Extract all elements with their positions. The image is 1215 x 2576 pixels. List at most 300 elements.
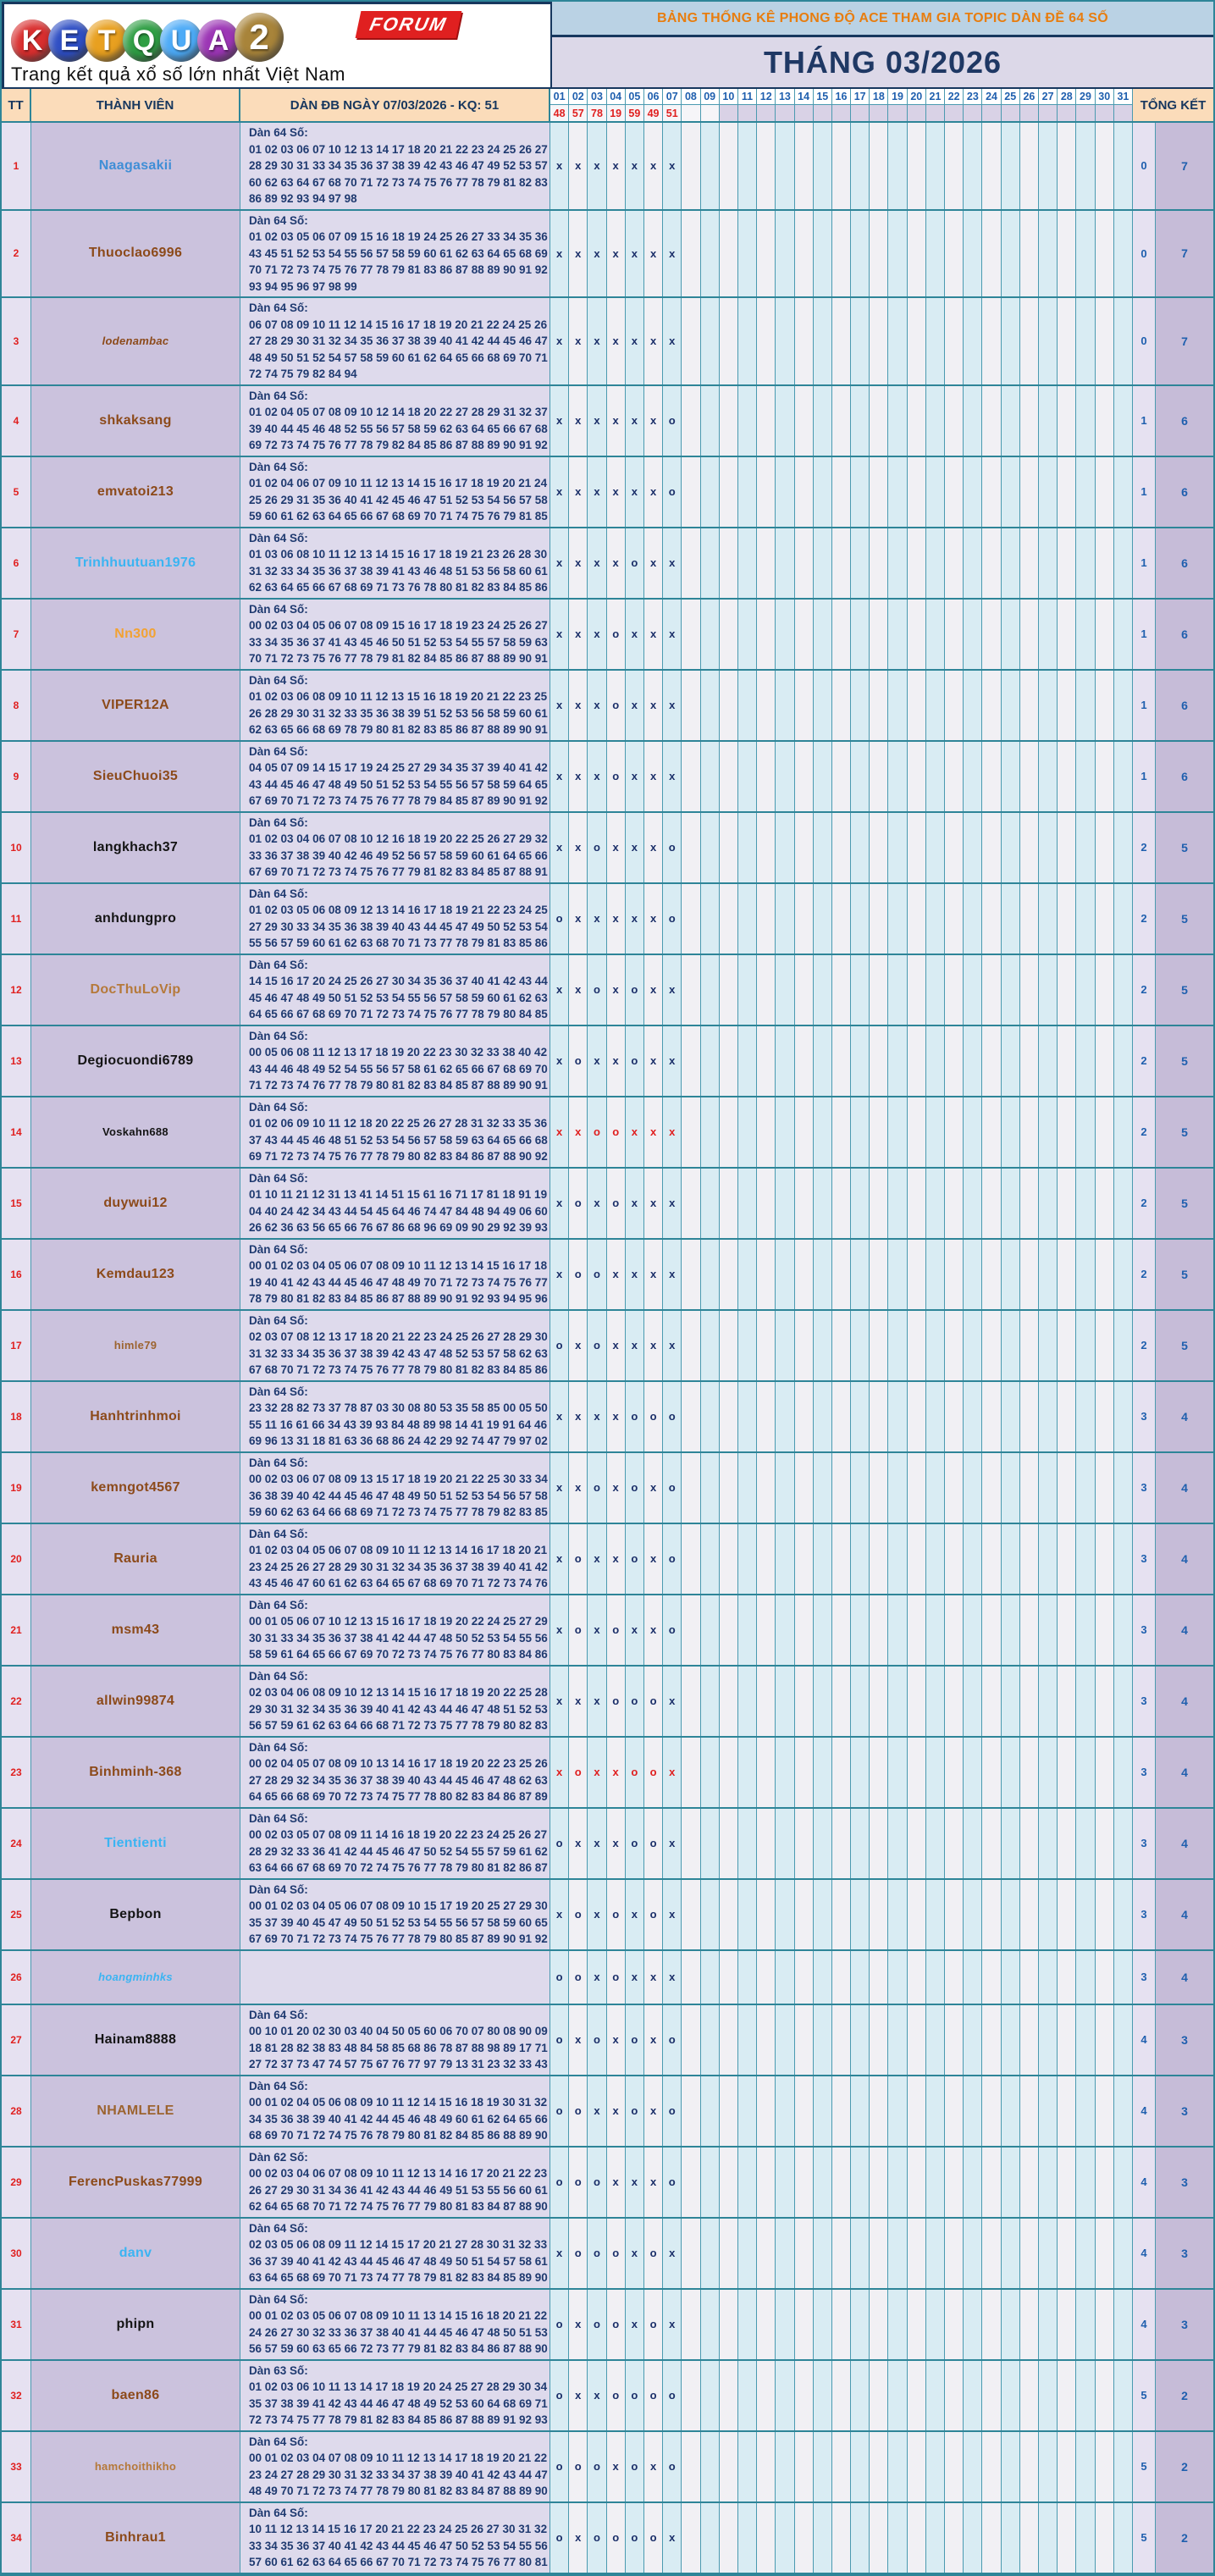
- empty-day-cell: [1096, 955, 1114, 1025]
- mark-cell: x: [607, 1809, 626, 1878]
- total-miss: 4: [1133, 2290, 1156, 2359]
- empty-day-cell: [851, 884, 870, 954]
- empty-day-cell: [720, 386, 738, 456]
- empty-day-cell: [738, 742, 757, 811]
- mark-cell: o: [663, 386, 682, 456]
- mark-cell: x: [607, 298, 626, 384]
- mark-cell: o: [550, 2432, 569, 2501]
- empty-day-cell: [701, 211, 720, 297]
- dan-line: 43 44 46 48 49 52 54 55 56 57 58 61 62 65 66 67 68 69 70: [249, 1062, 548, 1075]
- dan-label: Dàn 63 Số:: [249, 2363, 308, 2377]
- member-name[interactable]: msm43: [111, 1622, 160, 1637]
- row-number: 7: [2, 600, 31, 669]
- empty-day-cell: [908, 742, 926, 811]
- member-name[interactable]: danv: [119, 2245, 152, 2260]
- mark-cell: x: [644, 123, 663, 209]
- empty-day-cell: [682, 2219, 700, 2288]
- day-number: 03: [588, 89, 605, 105]
- day-column-header: [757, 89, 776, 121]
- empty-day-cell: [1058, 2290, 1076, 2359]
- member-name[interactable]: emvatoi213: [97, 484, 174, 499]
- total-miss: 3: [1133, 1738, 1156, 1807]
- empty-day-cell: [720, 211, 738, 297]
- member-name[interactable]: Naagasakii: [98, 158, 173, 173]
- mark-cell: o: [663, 457, 682, 527]
- mark-cell: x: [588, 1951, 606, 2004]
- total-miss: 2: [1133, 1311, 1156, 1380]
- empty-day-cell: [738, 1382, 757, 1451]
- empty-day-cell: [1114, 813, 1133, 882]
- empty-day-cell: [945, 742, 964, 811]
- member-name[interactable]: VIPER12A: [102, 697, 169, 712]
- day-column-header: [795, 89, 814, 121]
- empty-day-cell: [757, 1453, 776, 1523]
- row-number: 23: [2, 1738, 31, 1807]
- empty-day-cell: [870, 742, 888, 811]
- empty-day-cell: [1076, 1169, 1095, 1238]
- empty-day-cell: [908, 1667, 926, 1736]
- mark-cell: o: [588, 1097, 606, 1167]
- empty-day-cell: [832, 1951, 851, 2004]
- dan-line: 27 28 29 30 31 32 34 35 36 37 38 39 40 41 42 44 45 46 47: [249, 334, 548, 347]
- member-cell: [31, 813, 240, 882]
- empty-day-cell: [945, 1453, 964, 1523]
- mark-cell: x: [588, 1382, 606, 1451]
- empty-day-cell: [701, 298, 720, 384]
- empty-day-cell: [1114, 1880, 1133, 1949]
- empty-day-cell: [795, 2432, 814, 2501]
- dan-label: Dàn 64 Số:: [249, 602, 308, 616]
- empty-day-cell: [1039, 1595, 1058, 1665]
- row-number: 6: [2, 528, 31, 598]
- total-win: 3: [1156, 2219, 1213, 2288]
- total-win: 4: [1156, 1738, 1213, 1807]
- empty-day-cell: [982, 1738, 1001, 1807]
- empty-day-cell: [926, 1595, 945, 1665]
- dan-numbers: [240, 671, 550, 740]
- total-win: 3: [1156, 2076, 1213, 2146]
- empty-day-cell: [1002, 2290, 1020, 2359]
- mark-cell: x: [569, 884, 588, 954]
- mark-cell: o: [569, 1026, 588, 1096]
- member-name[interactable]: SieuChuoi35: [92, 768, 179, 783]
- member-name[interactable]: himle79: [113, 1339, 157, 1352]
- table-row: [2, 742, 1213, 813]
- day-number: 10: [720, 89, 737, 105]
- empty-day-cell: [1114, 2148, 1133, 2217]
- row-number: 27: [2, 2005, 31, 2075]
- total-miss: 3: [1133, 1880, 1156, 1949]
- empty-day-cell: [1114, 211, 1133, 297]
- empty-day-cell: [888, 600, 907, 669]
- empty-day-cell: [1002, 1382, 1020, 1451]
- empty-day-cell: [1114, 2290, 1133, 2359]
- row-number: 13: [2, 1026, 31, 1096]
- mark-cell: x: [569, 1097, 588, 1167]
- member-name[interactable]: Rauria: [113, 1551, 157, 1566]
- empty-day-cell: [926, 2219, 945, 2288]
- day-column-header: [550, 89, 569, 121]
- day-column-header: [682, 89, 700, 121]
- empty-day-cell: [795, 457, 814, 527]
- empty-day-cell: [757, 2290, 776, 2359]
- empty-day-cell: [1002, 742, 1020, 811]
- dan-line: 00 10 01 20 02 30 03 40 04 50 05 60 06 70 07 80 08 90 09: [249, 2025, 548, 2037]
- empty-day-cell: [682, 1382, 700, 1451]
- mark-cell: o: [550, 2148, 569, 2217]
- empty-day-cell: [982, 955, 1001, 1025]
- empty-day-cell: [982, 528, 1001, 598]
- dan-numbers: [240, 1026, 550, 1096]
- member-name[interactable]: anhdungpro: [94, 910, 177, 926]
- empty-day-cell: [1020, 2503, 1039, 2573]
- total-miss: 5: [1133, 2361, 1156, 2430]
- empty-day-cell: [888, 528, 907, 598]
- empty-day-cell: [1002, 123, 1020, 209]
- empty-day-cell: [757, 1524, 776, 1594]
- empty-day-cell: [851, 2076, 870, 2146]
- mark-cell: x: [588, 742, 606, 811]
- dan-line: 00 01 02 03 04 07 08 09 10 11 12 13 14 17 18 19 20 21 22: [249, 2452, 548, 2464]
- empty-day-cell: [908, 955, 926, 1025]
- empty-day-cell: [795, 1382, 814, 1451]
- dan-line: 37 43 44 45 46 48 51 52 53 54 56 57 58 59 63 64 65 66 68: [249, 1133, 548, 1147]
- member-name[interactable]: DocThuLoVip: [90, 981, 181, 997]
- member-name[interactable]: Binhrau1: [105, 2529, 166, 2545]
- dan-line: 01 02 03 05 06 07 09 15 16 18 19 24 25 26 27 33 34 35 36: [249, 230, 548, 243]
- empty-day-cell: [795, 671, 814, 740]
- dan-line: 63 64 65 68 69 70 71 73 74 77 78 79 81 82 83 84 85 89 90: [249, 2271, 548, 2284]
- dan-line: 27 72 37 73 47 74 57 75 67 76 77 97 79 13 31 23 32 33 43: [249, 2058, 548, 2070]
- mark-cell: x: [663, 1667, 682, 1736]
- empty-day-cell: [701, 1169, 720, 1238]
- empty-day-cell: [795, 1311, 814, 1380]
- empty-day-cell: [1058, 298, 1076, 384]
- member-name[interactable]: Binhminh-368: [89, 1764, 182, 1779]
- member-name[interactable]: Nn300: [114, 626, 157, 641]
- empty-day-cell: [1076, 2148, 1095, 2217]
- empty-day-cell: [982, 1169, 1001, 1238]
- empty-day-cell: [795, 1026, 814, 1096]
- mark-cell: o: [607, 2219, 626, 2288]
- row-number: 4: [2, 386, 31, 456]
- dan-numbers: [240, 884, 550, 954]
- dan-line: 01 02 03 05 06 08 09 12 13 14 16 17 18 19 21 22 23 24 25: [249, 904, 548, 916]
- dan-line: 14 15 16 17 20 24 25 26 27 30 34 35 36 37 40 41 42 43 44: [249, 975, 548, 987]
- empty-day-cell: [795, 955, 814, 1025]
- mark-cell: o: [626, 955, 644, 1025]
- empty-day-cell: [1039, 1809, 1058, 1878]
- mark-cell: o: [569, 1738, 588, 1807]
- empty-day-cell: [945, 211, 964, 297]
- dan-numbers: [240, 2290, 550, 2359]
- empty-day-cell: [757, 1311, 776, 1380]
- empty-day-cell: [757, 2503, 776, 2573]
- empty-day-cell: [1020, 2219, 1039, 2288]
- mark-cell: o: [626, 2432, 644, 2501]
- empty-day-cell: [832, 2219, 851, 2288]
- member-name[interactable]: Trinhhuutuan1976: [75, 555, 196, 570]
- dan-line: 93 94 95 96 97 98 99: [249, 279, 357, 293]
- member-name[interactable]: Hanhtrinhmoi: [90, 1408, 181, 1423]
- empty-day-cell: [1058, 2076, 1076, 2146]
- empty-day-cell: [1002, 2148, 1020, 2217]
- empty-day-cell: [888, 1951, 907, 2004]
- mark-cell: x: [644, 457, 663, 527]
- dan-label: Dàn 64 Số:: [249, 1100, 308, 1114]
- empty-day-cell: [776, 2076, 794, 2146]
- empty-day-cell: [814, 671, 832, 740]
- member-name[interactable]: baen86: [111, 2387, 160, 2402]
- mark-cell: o: [550, 2005, 569, 2075]
- mark-cell: o: [663, 813, 682, 882]
- empty-day-cell: [795, 1951, 814, 2004]
- member-name[interactable]: langkhach37: [92, 839, 179, 854]
- empty-day-cell: [964, 457, 982, 527]
- empty-day-cell: [982, 1453, 1001, 1523]
- member-name[interactable]: phipn: [116, 2316, 155, 2331]
- empty-day-cell: [926, 955, 945, 1025]
- dan-line: 01 02 03 06 10 11 13 14 17 18 19 20 24 25 27 28 29 30 34: [249, 2380, 548, 2393]
- empty-day-cell: [795, 2148, 814, 2217]
- day-column-header: [720, 89, 738, 121]
- mark-cell: x: [626, 1880, 644, 1949]
- empty-day-cell: [908, 211, 926, 297]
- empty-day-cell: [870, 1311, 888, 1380]
- empty-day-cell: [982, 671, 1001, 740]
- dan-line: 33 36 37 38 39 40 42 46 49 52 56 57 58 59 60 61 64 65 66: [249, 849, 548, 862]
- dan-label: Dàn 64 Số:: [249, 1313, 308, 1327]
- day-column-header: [607, 89, 626, 121]
- empty-day-cell: [757, 884, 776, 954]
- dan-line: 02 03 05 06 08 09 11 12 14 15 17 20 21 27 28 30 31 32 33: [249, 2238, 548, 2251]
- empty-day-cell: [851, 2432, 870, 2501]
- table-row: [2, 600, 1213, 671]
- empty-day-cell: [832, 1595, 851, 1665]
- total-win: 2: [1156, 2503, 1213, 2573]
- member-name[interactable]: Tientienti: [104, 1835, 167, 1850]
- empty-day-cell: [1039, 1311, 1058, 1380]
- empty-day-cell: [1114, 1026, 1133, 1096]
- total-win: 4: [1156, 1809, 1213, 1878]
- empty-day-cell: [1096, 2503, 1114, 2573]
- empty-day-cell: [720, 298, 738, 384]
- empty-day-cell: [682, 2005, 700, 2075]
- member-cell: [31, 742, 240, 811]
- mark-cell: o: [644, 1880, 663, 1949]
- empty-day-cell: [1020, 211, 1039, 297]
- member-name[interactable]: duywui12: [103, 1195, 168, 1210]
- empty-day-cell: [720, 2076, 738, 2146]
- empty-day-cell: [701, 528, 720, 598]
- day-number: 31: [1114, 89, 1132, 105]
- empty-day-cell: [982, 2432, 1001, 2501]
- empty-day-cell: [682, 884, 700, 954]
- member-name[interactable]: shkaksang: [99, 412, 172, 428]
- empty-day-cell: [870, 600, 888, 669]
- empty-day-cell: [1039, 955, 1058, 1025]
- empty-day-cell: [701, 386, 720, 456]
- empty-day-cell: [1020, 1951, 1039, 2004]
- empty-day-cell: [945, 1382, 964, 1451]
- empty-day-cell: [795, 1240, 814, 1309]
- day-number: 04: [607, 89, 625, 105]
- empty-day-cell: [776, 1667, 794, 1736]
- brand-letters: [11, 9, 544, 62]
- empty-day-cell: [1096, 1595, 1114, 1665]
- day-number: 05: [626, 89, 643, 105]
- member-cell: [31, 2005, 240, 2075]
- dan-line: 62 63 65 66 68 69 78 79 80 81 82 83 85 86 87 88 89 90 91: [249, 723, 548, 736]
- empty-day-cell: [926, 1311, 945, 1380]
- mark-cell: o: [626, 1453, 644, 1523]
- dan-numbers: [240, 2148, 550, 2217]
- empty-day-cell: [738, 2005, 757, 2075]
- empty-day-cell: [1020, 1524, 1039, 1594]
- member-name[interactable]: Bepbon: [109, 1906, 162, 1921]
- member-name[interactable]: kemngot4567: [91, 1479, 180, 1495]
- empty-day-cell: [814, 2290, 832, 2359]
- empty-day-cell: [1039, 528, 1058, 598]
- mark-cell: x: [626, 671, 644, 740]
- mark-cell: x: [550, 671, 569, 740]
- empty-day-cell: [757, 211, 776, 297]
- empty-day-cell: [757, 528, 776, 598]
- empty-day-cell: [1114, 2005, 1133, 2075]
- empty-day-cell: [1114, 386, 1133, 456]
- empty-day-cell: [1096, 457, 1114, 527]
- member-name[interactable]: Thuoclao6996: [88, 246, 183, 261]
- empty-day-cell: [1039, 1524, 1058, 1594]
- total-miss: 2: [1133, 1169, 1156, 1238]
- empty-day-cell: [1076, 2076, 1095, 2146]
- member-name[interactable]: NHAMLELE: [97, 2103, 174, 2118]
- mark-cell: x: [644, 1951, 663, 2004]
- member-name[interactable]: Voskahn688: [102, 1125, 168, 1138]
- dan-label: Dàn 64 Số:: [249, 1740, 308, 1754]
- empty-day-cell: [720, 600, 738, 669]
- mark-cell: x: [663, 1097, 682, 1167]
- day-result: [701, 105, 719, 121]
- empty-day-cell: [682, 1880, 700, 1949]
- empty-day-cell: [1002, 2076, 1020, 2146]
- empty-day-cell: [720, 1809, 738, 1878]
- empty-day-cell: [851, 1169, 870, 1238]
- member-name[interactable]: lodenambac: [102, 334, 169, 348]
- member-name[interactable]: FerencPuskas77999: [68, 2174, 203, 2189]
- member-name[interactable]: hamchoithikho: [94, 2460, 177, 2473]
- total-win: 2: [1156, 2361, 1213, 2430]
- empty-day-cell: [682, 813, 700, 882]
- empty-day-cell: [1096, 2076, 1114, 2146]
- empty-day-cell: [926, 2361, 945, 2430]
- day-result: 59: [626, 105, 643, 121]
- dan-line: 01 02 06 09 10 11 12 18 20 22 25 26 27 28 31 32 33 35 36: [249, 1117, 548, 1130]
- empty-day-cell: [1076, 2219, 1095, 2288]
- site-logo[interactable]: [2, 2, 552, 87]
- empty-day-cell: [908, 1240, 926, 1309]
- empty-day-cell: [1058, 1382, 1076, 1451]
- dan-numbers: [240, 1453, 550, 1523]
- empty-day-cell: [720, 1169, 738, 1238]
- mark-cell: x: [663, 2503, 682, 2573]
- empty-day-cell: [1096, 600, 1114, 669]
- empty-day-cell: [870, 2005, 888, 2075]
- empty-day-cell: [832, 1382, 851, 1451]
- member-name[interactable]: Hainam8888: [94, 2032, 177, 2047]
- total-miss: 5: [1133, 2503, 1156, 2573]
- empty-day-cell: [870, 2503, 888, 2573]
- empty-day-cell: [1039, 1951, 1058, 2004]
- empty-day-cell: [888, 1524, 907, 1594]
- dan-line: 01 02 03 06 07 10 12 13 14 17 18 20 21 22 23 24 25 26 27: [249, 142, 548, 156]
- empty-day-cell: [926, 742, 945, 811]
- empty-day-cell: [776, 1738, 794, 1807]
- empty-day-cell: [1058, 1169, 1076, 1238]
- empty-day-cell: [1002, 1026, 1020, 1096]
- empty-day-cell: [757, 1809, 776, 1878]
- member-name[interactable]: Degiocuondi6789: [77, 1053, 194, 1068]
- empty-day-cell: [1096, 123, 1114, 209]
- dan-label: Dàn 64 Số:: [249, 1456, 308, 1469]
- dan-line: 24 26 27 30 32 33 36 37 38 40 41 44 45 46 47 48 50 51 53: [249, 2325, 548, 2339]
- mark-cell: o: [607, 1097, 626, 1167]
- empty-day-cell: [908, 2076, 926, 2146]
- day-result: 57: [569, 105, 587, 121]
- mark-cell: x: [607, 123, 626, 209]
- empty-day-cell: [814, 1667, 832, 1736]
- mark-cell: o: [550, 2076, 569, 2146]
- dan-line: 36 38 39 40 42 44 45 46 47 48 49 50 51 52 53 54 56 57 58: [249, 1489, 548, 1502]
- mark-cell: o: [588, 2005, 606, 2075]
- mark-cell: o: [569, 1169, 588, 1238]
- member-name[interactable]: Kemdau123: [96, 1266, 175, 1281]
- empty-day-cell: [795, 813, 814, 882]
- mark-cell: o: [588, 813, 606, 882]
- empty-day-cell: [720, 1524, 738, 1594]
- member-name[interactable]: hoangminhks: [98, 1971, 173, 1983]
- empty-day-cell: [795, 1880, 814, 1949]
- empty-day-cell: [908, 2432, 926, 2501]
- table-row: [2, 1809, 1213, 1880]
- mark-cell: x: [550, 2219, 569, 2288]
- dan-line: 00 05 06 08 11 12 13 17 18 19 20 22 23 30 32 33 38 40 42: [249, 1046, 548, 1059]
- day-column-header: [701, 89, 720, 121]
- empty-day-cell: [1039, 1169, 1058, 1238]
- empty-day-cell: [926, 884, 945, 954]
- day-result: [1114, 105, 1132, 121]
- empty-day-cell: [832, 1097, 851, 1167]
- empty-day-cell: [776, 2148, 794, 2217]
- member-cell: [31, 600, 240, 669]
- empty-day-cell: [682, 1311, 700, 1380]
- empty-day-cell: [1039, 2432, 1058, 2501]
- empty-day-cell: [964, 1169, 982, 1238]
- day-number: 29: [1076, 89, 1094, 105]
- total-win: 6: [1156, 742, 1213, 811]
- empty-day-cell: [1114, 298, 1133, 384]
- empty-day-cell: [908, 1524, 926, 1594]
- dan-numbers: [240, 955, 550, 1025]
- empty-day-cell: [945, 1240, 964, 1309]
- empty-day-cell: [832, 211, 851, 297]
- empty-day-cell: [1039, 2361, 1058, 2430]
- dan-line: 55 11 16 61 66 34 43 39 93 84 48 89 98 14 41 19 91 64 46: [249, 1418, 548, 1431]
- mark-cell: x: [644, 1026, 663, 1096]
- empty-day-cell: [1096, 2290, 1114, 2359]
- empty-day-cell: [1002, 1169, 1020, 1238]
- member-name[interactable]: allwin99874: [96, 1693, 175, 1708]
